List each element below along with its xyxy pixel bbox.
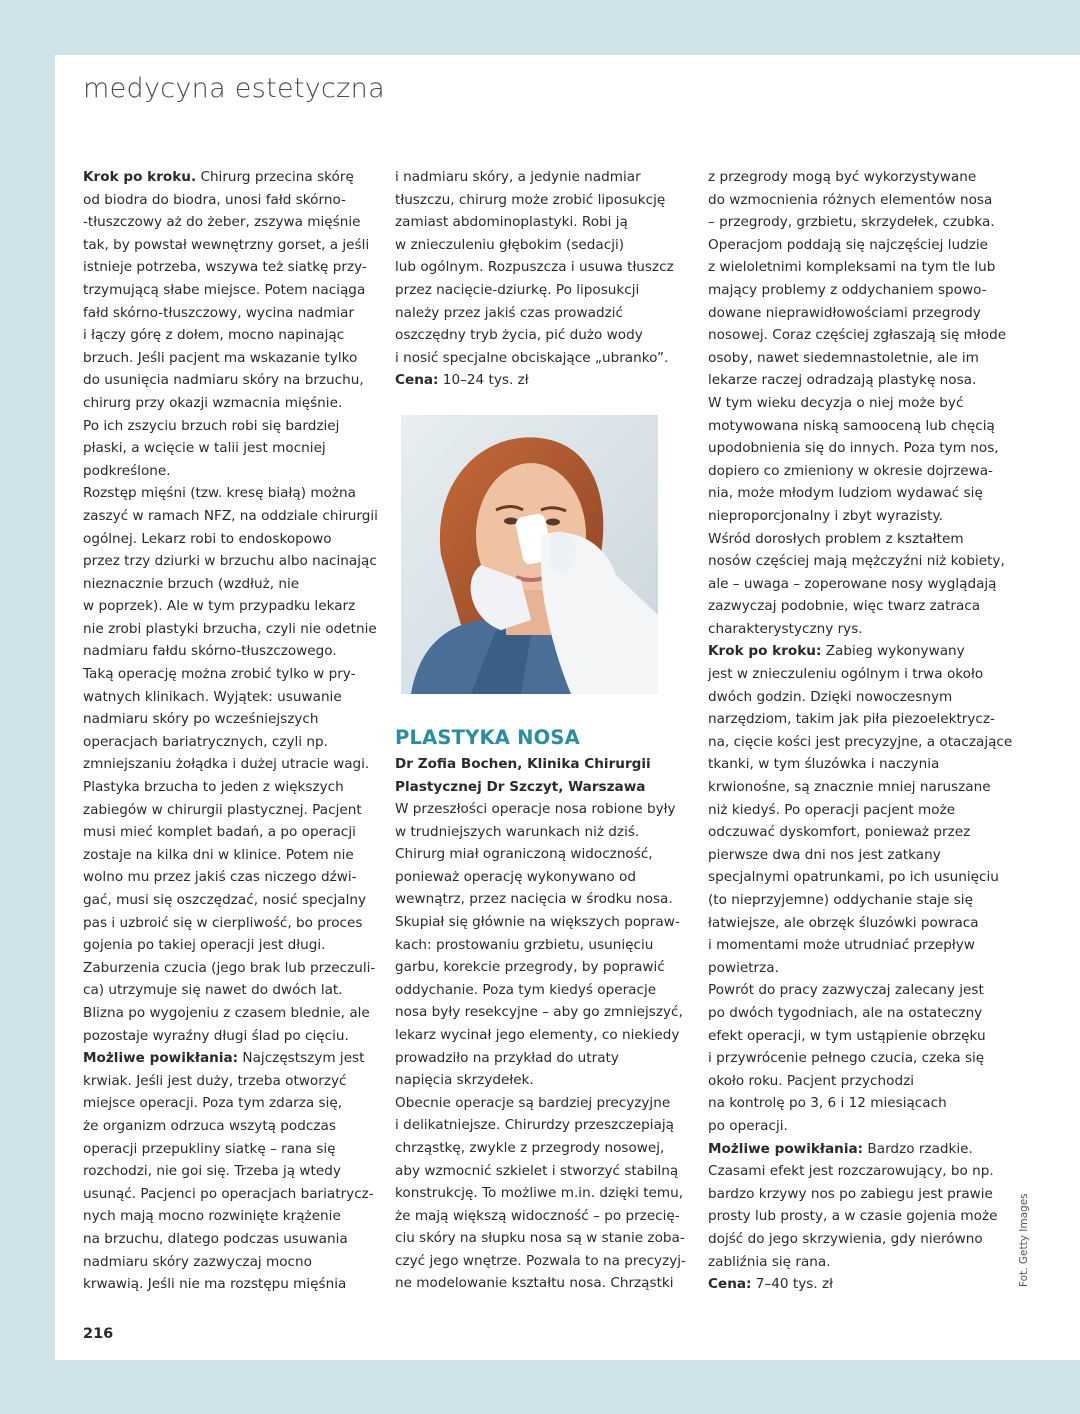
text-line: Taką operację można zrobić tylko w pry- [83,666,356,683]
text-line: usunąć. Pacjenci po operacjach bariatrycz- [83,1185,374,1202]
text-line: wewnątrz, przez nacięcia w środku nosa. [395,891,673,908]
text-line: watnych klinikach. Wyjątek: usuwanie [83,688,342,705]
lead-label: Cena: [395,372,439,389]
text-line: prosty lub prosty, a w czasie gojenia może [708,1208,998,1225]
section-title: medycyna estetyczna [83,73,385,104]
lead-text: 10–24 tys. zł [438,372,529,389]
text-line: Rozstęp mięśni (tzw. kresę białą) można [83,485,356,502]
text-line: oszczędny tryb życia, pić dużo wody [395,327,643,344]
text-line: zmniejszaniu żołądka i dużej utracie wagi. [83,756,370,773]
byline-line: Dr Zofia Bochen, Klinika Chirurgii [395,756,651,772]
text-line: nieznacznie brzuch (wzdłuż, nie [83,575,300,592]
text-line: Operacjom poddają się najczęściej ludzie [708,236,989,253]
text-line: Powrót do pracy zazwyczaj zalecany jest [708,982,984,999]
text-line: nia, może młodym ludziom wydawać się [708,485,983,502]
text-line: miejsce operacji. Poza tym zdarza się, [83,1095,343,1112]
text-line: należy przez jakiś czas prowadzić [395,304,623,321]
text-line: charakterystyczny rys. [708,620,863,637]
text-line: nadmiaru fałdu skórno-tłuszczowego. [83,643,337,660]
text-line: ogólnej. Lekarz robi to endoskopowo [83,530,332,547]
text-line: i momentami może utrudniać przepływ [708,937,975,954]
text-line: gojenia po takiej operacji jest długi. [83,937,326,954]
text-line: kach: prostowaniu grzbietu, usunięciu [395,936,654,953]
text-line: tłuszczu, chirurg może zrobić liposukcję [395,191,666,208]
text-line: krwiak. Jeśli jest duży, trzeba otworzyć [83,1072,347,1089]
text-line: zamiast abdominoplastyki. Robi ją [395,214,628,231]
text-line: łatwiejsze, ale obrzęk śluzówki powraca [708,914,979,931]
lead-text: Najczęstszym jest [238,1050,365,1067]
text-line: pozostaje wyraźny długi ślad po cięciu. [83,1027,349,1044]
text-line: płaski, a wcięcie w talii jest mocniej [83,440,326,457]
text-line: i delikatniejsze. Chirurdzy przeszczepiają [395,1117,675,1134]
text-line: W tym wieku decyzja o niej może być [708,394,964,411]
text-line: krwionośne, są znacznie mniej naruszane [708,779,991,796]
text-line: po operacji. [708,1117,788,1134]
text-line [83,166,373,189]
page-number: 216 [83,1326,114,1342]
lead-text: 7–40 tys. zł [751,1276,833,1293]
text-line: Czasami efekt jest rozczarowujący, bo np. [708,1163,994,1180]
text-line: w poprzek). Ale w tym przypadku lekarz [83,598,356,615]
text-line: krwawią. Jeśli nie ma rozstępu mięśnia [83,1276,347,1293]
text-line: ca) utrzymuje się nawet do dwóch lat. [83,982,343,999]
text-line: upodobnienia się do innych. Poza tym nos, [708,440,999,457]
text-line: nosowej. Coraz częściej zgłaszają się młode [708,327,1007,344]
text-line: efekt operacji, w tym ustąpienie obrzęku [708,1027,986,1044]
column-2-body [395,798,685,1295]
lead-label: Krok po kroku. [83,169,197,185]
lead-text: Zabieg wykonywany [821,643,965,660]
text-line: dojść do jego skrzywienia, gdy nierówno [708,1230,983,1247]
text-line: dowane nieprawidłowościami przegrody [708,304,981,321]
column-2-top [395,166,685,392]
text-line: że organizm odrzuca wszytą podczas [83,1117,336,1134]
lead-label: Cena: [708,1276,752,1293]
lead-text: Bardzo rzadkie. [863,1140,973,1157]
byline-line: Plastycznej Dr Szczyt, Warszawa [395,778,646,795]
text-line: osoby, nawet siedemnastoletnie, ale im [708,349,979,366]
photo-nose-bandage [401,415,658,694]
text-line: odczuwać dyskomfort, ponieważ przez [708,824,971,841]
text-line: Skupiał się głównie na większych popraw- [395,913,680,930]
text-line: że mają większą widoczność – po przecię- [395,1207,680,1224]
text-line: motywowana niską samooceną lub chęcią [708,417,995,434]
text-line: Plastyka brzucha to jeden z większych [83,779,344,796]
text-line: tkanki, w tym śluzówka i naczynia [708,756,940,773]
text-line: dwóch godzin. Dzięki nowoczesnym [708,688,953,705]
text-line: Po ich zszyciu brzuch robi się bardziej [83,417,340,434]
lead-label: Możliwe powikłania: [708,1140,864,1157]
text-line: niż kiedyś. Po operacji pacjent może [708,801,956,818]
text-line: specjalnymi opatrunkami, po ich usunięciu [708,869,999,886]
text-line: jest w znieczuleniu ogólnym i trwa około [708,666,984,683]
text-line: zabiegów w chirurgii plastycznej. Pacjent [83,801,362,818]
text-line: napięcia skrzydełek. [395,1072,534,1089]
text-line: trzymującą słabe miejsce. Potem naciąga [83,281,366,298]
text-line: z wieloletnimi kompleksami na tym tle lub [708,259,996,276]
text-line: ciu skóry na słupku nosa są w stanie zoba- [395,1230,685,1247]
text-line: Blizna po wygojeniu z czasem blednie, ale [83,1004,370,1021]
text-line: operacjach bariatrycznych, czyli np. [83,733,328,750]
text-line: prowadziło na przykład do utraty [395,1049,619,1066]
text-line: – przegrody, grzbietu, skrzydełek, czubka. [708,214,995,231]
text-line: zabliźnia się rana. [708,1253,831,1270]
text-line: lub ogólnym. Rozpuszcza i usuwa tłuszcz [395,259,674,276]
lead-label: Możliwe powikłania: [83,1050,239,1067]
text-line: istnieje potrzeba, wszywa też siatkę przy- [83,259,367,276]
text-line: w trudniejszych warunkach niż dziś. [395,823,640,840]
text-line [708,1273,998,1296]
text-line [708,1138,998,1161]
article-heading: PLASTYKA NOSA [395,726,580,749]
text-line: do wzmocnienia różnych elementów nosa [708,191,993,208]
lead-label: Krok po kroku: [708,643,822,660]
text-line: nie zrobi plastyki brzucha, czyli nie odetnie [83,620,377,637]
text-line: i nosić specjalne obciskające „ubranko”. [395,349,669,366]
text-line: konstrukcję. To możliwe m.in. dzięki temu, [395,1185,684,1202]
column-3 [708,166,1013,1296]
text-line: wolno mu przez jakiś czas niczego dźwi- [83,869,357,886]
text-line: ale – uwaga – zoperowane nosy wyglądają [708,575,997,592]
text-line: brzuch. Jeśli pacjent ma wskazanie tylko [83,349,358,366]
text-line: w znieczuleniu głębokim (sedacji) [395,236,625,253]
text-line: lekarz wycinał jego elementy, co niekiedy [395,1026,680,1043]
text-line: fałd skórno-tłuszczowy, wycina nadmiar [83,304,355,321]
byline [395,753,685,798]
text-line: zostaje na kilka dni w klinice. Potem nie [83,846,354,863]
text-line: nosa były resekcyjne – aby go zmniejszyć, [395,1004,683,1021]
text-line: tak, by powstał wewnętrzny gorset, a jeśli [83,236,370,253]
text-line: garbu, korekcie przegrody, by poprawić [395,959,665,976]
magazine-page [55,55,1080,1360]
text-line: musi mieć komplet badań, a po operacji [83,824,356,841]
text-line: od biodra do biodra, unosi fałd skórno- [83,191,346,208]
text-line: zazwyczaj podobnie, więc twarz zatraca [708,598,981,615]
text-line: nosów częściej mają mężczyźni niż kobiety, [708,553,1005,570]
text-line: Zaburzenia czucia (jego brak lub przeczuli- [83,959,376,976]
photo-illustration [401,415,658,694]
lead-text: Chirurg przecina skórę [196,169,354,185]
text-line [83,1047,373,1070]
text-line: gać, musi się oszczędzać, nosić specjalny [83,892,367,908]
text-line: i przywrócenie pełnego czucia, czeka się [708,1050,985,1067]
text-line: -tłuszczowy aż do żeber, zszywa mięśnie [83,214,361,231]
text-line: pierwsze dwa dni nos jest zatkany [708,846,941,863]
text-line: ponieważ operację wykonywano od [395,868,636,885]
text-line: na kontrolę po 3, 6 i 12 miesiącach [708,1095,947,1112]
text-line: operacji przepukliny siatkę – rana się [83,1140,336,1157]
text-line: i nadmiaru skóry, a jedynie nadmiar [395,169,641,185]
text-line: czyć jego wnętrze. Pozwala to na precyzyj- [395,1252,686,1269]
text-line: nadmiaru skóry zazwyczaj mocno [83,1253,312,1270]
text-line: nadmiaru skóry po wcześniejszych [83,711,319,728]
text-line: z przegrody mogą być wykorzystywane [708,169,977,185]
text-line: oddychanie. Poza tym kiedyś operacje [395,981,657,998]
text-line: przez trzy dziurki w brzuchu albo nacinając [83,553,377,570]
text-line: przez nacięcie-dziurkę. Po liposukcji [395,281,640,298]
text-line: około roku. Pacjent przychodzi [708,1072,914,1089]
text-line: pas i uzbroić się w cierpliwość, bo proces [83,914,363,931]
text-line: lekarze raczej odradzają plastykę nosa. [708,372,977,389]
text-line: nych mają mocno rozwinięte krążenie [83,1208,341,1225]
text-line: na, cięcie kości jest precyzyjne, a otaczające [708,733,1013,750]
text-line: powietrza. [708,959,779,976]
column-1 [83,166,378,1296]
text-line [708,640,998,663]
text-line: nieproporcjonalny i zbyt wyrazisty. [708,507,943,524]
photo-credit: Fot. Getty Images [1018,1193,1030,1287]
text-line: podkreślone. [83,462,171,479]
text-line: Chirurg miał ograniczoną widoczność, [395,846,653,863]
text-line: rozchodzi, nie goi się. Trzeba ją wtedy [83,1163,341,1180]
text-line: ne modelowanie kształtu nosa. Chrząstki [395,1275,674,1292]
text-line: zaszyć w ramach NFZ, na oddziale chirurgii [83,507,378,524]
text-line: do usunięcia nadmiaru skóry na brzuchu, [83,372,364,389]
text-line: W przeszłości operacje nosa robione były [395,801,676,817]
text-line: dopiero co zmieniony w okresie dojrzewa- [708,462,993,479]
text-line: aby wzmocnić szkielet i stworzyć stabilną [395,1162,679,1179]
text-line: po dwóch tygodniach, ale na ostateczny [708,1004,983,1021]
text-line: i łączy górę z dołem, mocno napinając [83,327,345,344]
text-line: Wśród dorosłych problem z kształtem [708,530,964,547]
text-line: chrząstkę, zwykle z przegrody nosowej, [395,1139,665,1156]
text-line: chirurg przy okazji wzmacnia mięśnie. [83,394,343,411]
text-line: mający problemy z oddychaniem spowo- [708,281,987,298]
text-line: (to nieprzyjemne) oddychanie staje się [708,892,973,908]
text-line: narzędziom, takim jak piła piezoelektrycz- [708,711,995,728]
text-line: bardzo krzywy nos po zabiegu jest prawie [708,1185,993,1202]
text-line [395,369,685,392]
text-line: Obecnie operacje są bardziej precyzyjne [395,1094,671,1111]
text-line: na brzuchu, dlatego podczas usuwania [83,1230,348,1247]
